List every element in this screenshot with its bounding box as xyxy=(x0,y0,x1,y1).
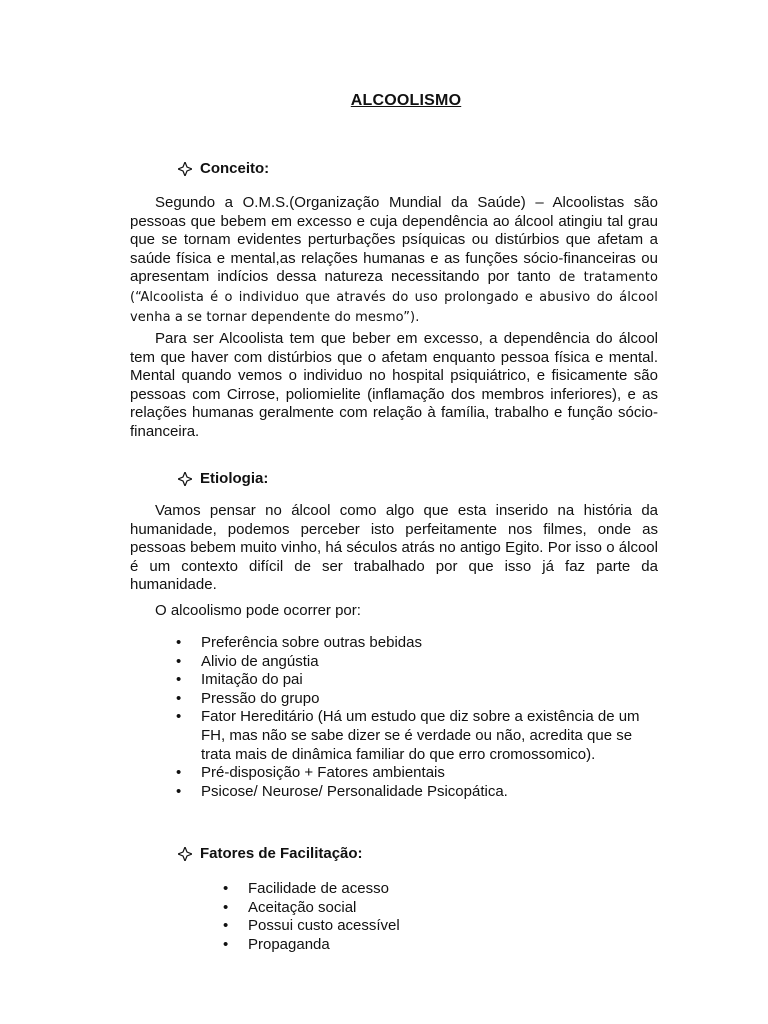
causes-list xyxy=(176,634,660,801)
list-item: • Facilidade de acesso xyxy=(223,880,623,899)
paragraph-conceito-1-quote: de tratamento (“Alcoolista é o individuo que através do uso prolongado e abusivo do álcool venha a se tornar dependente do mesmo”). xyxy=(130,270,659,325)
diamond-bullet-icon xyxy=(178,162,192,176)
heading-etiologia-label: Etiologia: xyxy=(200,470,269,487)
list-item: • Aceitação social xyxy=(223,899,623,918)
document-title: ALCOOLISMO xyxy=(350,92,462,109)
paragraph-etiologia-intro: O alcoolismo pode ocorrer por: xyxy=(155,602,361,619)
heading-conceito-label: Conceito: xyxy=(200,160,270,177)
diamond-bullet-icon xyxy=(178,472,192,486)
list-item: • Psicose/ Neurose/ Personalidade Psicopática. xyxy=(176,783,660,802)
heading-facilitacao-label: Fatores de Facilitação: xyxy=(200,845,363,862)
facilitacao-list xyxy=(223,880,623,954)
paragraph-etiologia-1: Vamos pensar no álcool como algo que esta inserido na história da humanidade, podemos perceber isto perfeitamente nos filmes, onde as pessoas bebem muito vinho, há séculos atrás no antigo Egito. Por isso o álcool é um contexto difícil de ser trabalhado por que isso já faz parte da humanidade. xyxy=(130,502,658,594)
diamond-bullet-icon xyxy=(178,847,192,861)
paragraph-conceito-2: Para ser Alcoolista tem que beber em excesso, a dependência do álcool tem que haver com distúrbios que o afetam enquanto pessoa física e mental. Mental quando vemos o individuo no hospital psiquiátrico, e fisicamente são pessoas com Cirrose, poliomielite (inflamação dos membros inferiores), e as relações humanas geralmente com relação à família, trabalho e função sócio-financeira. xyxy=(130,330,658,440)
list-item: • Preferência sobre outras bebidas xyxy=(176,634,660,653)
list-item: • Alivio de angústia xyxy=(176,653,660,672)
list-item: • Pressão do grupo xyxy=(176,690,660,709)
heading-conceito xyxy=(178,160,269,177)
paragraph-conceito-1 xyxy=(130,194,658,327)
list-item: • Propaganda xyxy=(223,936,623,955)
heading-etiologia xyxy=(178,470,268,487)
list-item: • Possui custo acessível xyxy=(223,917,623,936)
heading-facilitacao xyxy=(178,845,363,862)
paragraph-conceito-1-main: Segundo a O.M.S.(Organização Mundial da Saúde) – Alcoolistas são pessoas que bebem em excesso e cuja dependência ao álcool atingiu tal grau que se tornam evidentes perturbações psíquicas ou distúrbios que afetam a saúde física e mental,as relações humanas e as funções sócio-financeiras ou apresentam indícios dessa natureza necessitando por tanto xyxy=(130,194,658,286)
list-item: • Pré-disposição + Fatores ambientais xyxy=(176,764,660,783)
list-item: • Fator Hereditário (Há um estudo que diz sobre a existência de um FH, mas não se sabe dizer se é verdade ou não, acredita que se trata mais de dinâmica familiar do que erro cromossomico). xyxy=(176,708,660,764)
list-item: • Imitação do pai xyxy=(176,671,660,690)
